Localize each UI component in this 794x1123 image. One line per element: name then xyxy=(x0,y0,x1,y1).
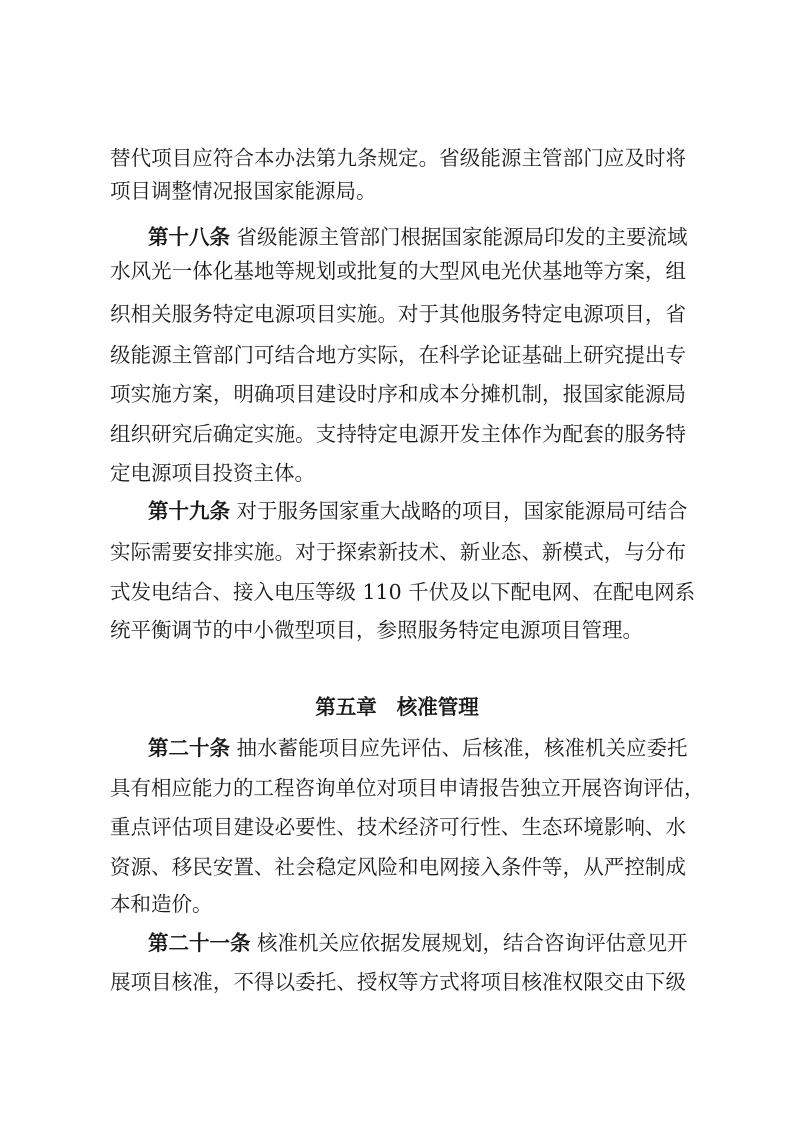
text-line: 重点评估项目建设必要性、技术经济可行性、生态环境影响、水 xyxy=(110,815,686,839)
text-line: 具有相应能力的工程咨询单位对项目申请报告独立开展咨询评估， xyxy=(110,776,705,800)
article-18-first-line xyxy=(148,222,686,252)
text-line: 组织研究后确定实施。支持特定电源开发主体作为配套的服务特 xyxy=(110,422,686,446)
text-span: 省级能源主管部门根据国家能源局印发的主要流域 xyxy=(236,225,688,249)
article-19-label: 第十九条 xyxy=(148,499,230,523)
chapter-number: 第五章 xyxy=(315,695,377,719)
text-line: 级能源主管部门可结合地方实际，在科学论证基础上研究提出专 xyxy=(110,343,686,367)
text-span: 核准机关应依据发展规划，结合咨询评估意见开 xyxy=(257,931,688,955)
chapter-title: 核准管理 xyxy=(396,695,479,719)
text-span: 对于服务国家重大战略的项目，国家能源局可结合 xyxy=(236,499,688,523)
article-21-label: 第二十一条 xyxy=(148,931,251,955)
text-line: 本和造价。 xyxy=(110,892,213,916)
text-line: 替代项目应符合本办法第九条规定。省级能源主管部门应及时将 xyxy=(110,146,686,170)
text-line: 项目调整情况报国家能源局。 xyxy=(110,179,377,203)
text-line: 展项目核准，不得以委托、授权等方式将项目核准权限交由下级 xyxy=(110,970,686,994)
chapter-heading xyxy=(0,692,794,722)
text-line: 织相关服务特定电源项目实施。对于其他服务特定电源项目，省 xyxy=(110,302,686,326)
text-span: 抽水蓄能项目应先评估、后核准，核准机关应委托 xyxy=(236,736,688,760)
text-line: 实际需要安排实施。对于探索新技术、新业态、新模式，与分布 xyxy=(110,540,686,564)
text-line: 统平衡调节的中小微型项目，参照服务特定电源项目管理。 xyxy=(110,618,643,642)
article-18-label: 第十八条 xyxy=(148,225,230,249)
text-line: 定电源项目投资主体。 xyxy=(110,461,315,485)
text-line: 水风光一体化基地等规划或批复的大型风电光伏基地等方案，组 xyxy=(110,259,686,283)
article-20-label: 第二十条 xyxy=(148,736,230,760)
text-line: 式发电结合、接入电压等级 110 千伏及以下配电网、在配电网系 xyxy=(110,580,696,604)
article-21-first-line xyxy=(148,928,686,958)
text-line: 项实施方案，明确项目建设时序和成本分摊机制，报国家能源局 xyxy=(110,382,686,406)
article-20-first-line xyxy=(148,733,686,763)
article-19-first-line xyxy=(148,496,686,526)
text-line: 资源、移民安置、社会稳定风险和电网接入条件等，从严控制成 xyxy=(110,855,686,879)
